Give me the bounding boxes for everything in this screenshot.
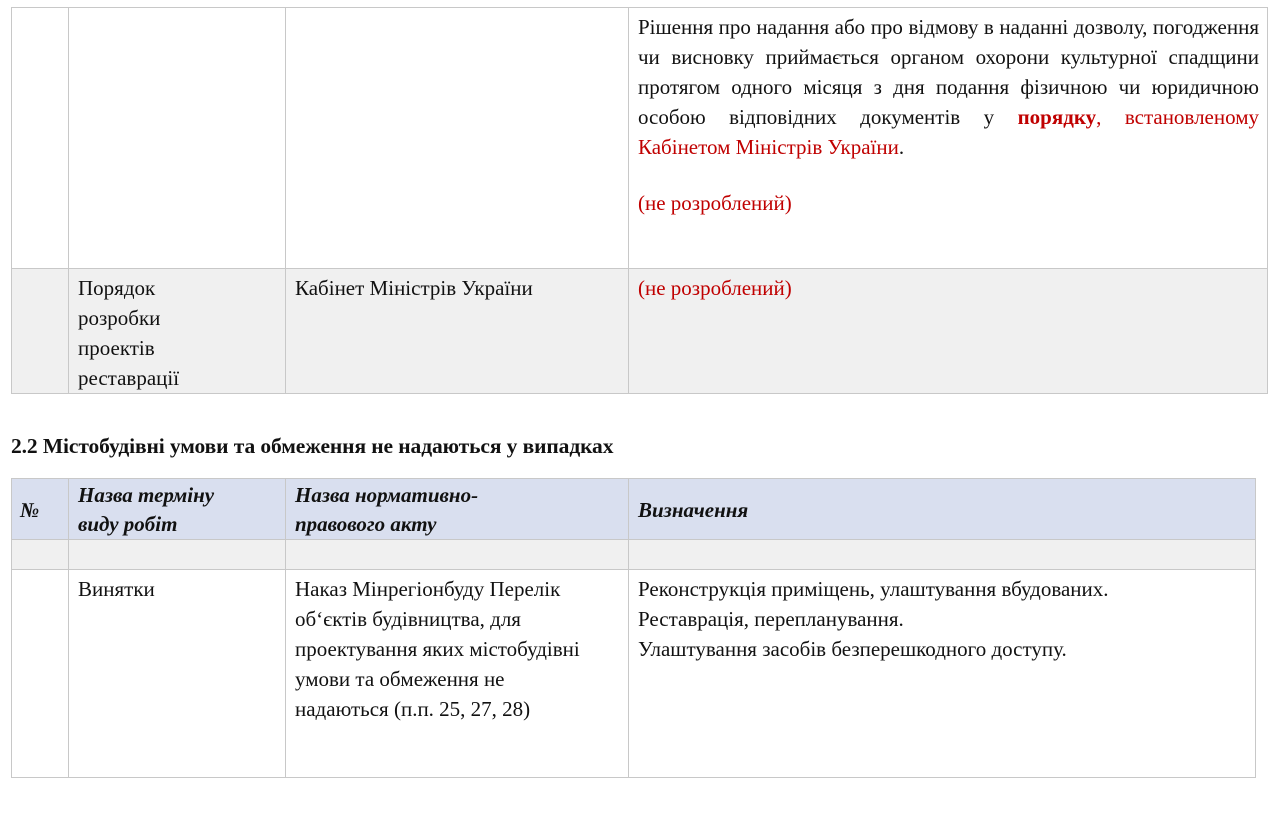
cell-term: Порядок розробки проектів реставрації — [69, 269, 286, 394]
cell-act — [286, 8, 629, 269]
section-heading: 2.2 Містобудівні умови та обмеження не надаються у випадках — [11, 434, 614, 458]
definition-red-text: , встановленому Кабінетом Міністрів України — [638, 105, 1259, 159]
exceptions-table — [11, 478, 1256, 778]
cell-act: Наказ Мінрегіонбуду Перелік об‘єктів будівництва, для проектування яких містобудівні умови та обмеження не надаються (п.п. 25, 27, 28) — [286, 570, 629, 778]
cell-num — [12, 570, 69, 778]
definition-line: Реконструкція приміщень, улаштування вбудованих. — [638, 577, 1109, 601]
definition-line: Улаштування засобів безперешкодного доступу. — [638, 637, 1067, 661]
empty-row — [12, 540, 1256, 570]
empty-cell — [12, 540, 69, 570]
cell-term: Винятки — [69, 570, 286, 778]
header-num: № — [12, 479, 69, 540]
not-developed-note: (не розроблений) — [638, 191, 792, 215]
table-row — [12, 269, 1268, 394]
empty-cell — [69, 540, 286, 570]
header-definition: Визначення — [629, 479, 1256, 540]
definition-line: Реставрація, перепланування. — [638, 607, 904, 631]
regulations-table-continued — [11, 7, 1268, 394]
cell-definition: (не розроблений) — [629, 269, 1268, 394]
cell-num — [12, 269, 69, 394]
cell-definition — [629, 8, 1268, 269]
header-act: Назва нормативно-правового акту — [286, 479, 629, 540]
procedure-link[interactable]: порядку — [1017, 105, 1097, 129]
definition-text: Рішення про надання або про відмову в наданні дозволу, погодження чи висновку приймається органом охорони культурної спадщини протягом одного місяця з дня подання фізичною чи юридичною особою відповідних документів у — [638, 15, 1259, 129]
cell-num — [12, 8, 69, 269]
empty-cell — [286, 540, 629, 570]
definition-period: . — [898, 135, 905, 159]
table-row — [12, 8, 1268, 269]
table-row — [12, 570, 1256, 778]
cell-definition — [629, 570, 1256, 778]
cell-act: Кабінет Міністрів України — [286, 269, 629, 394]
table-header-row — [12, 479, 1256, 540]
header-term: Назва терміну виду робіт — [69, 479, 286, 540]
empty-cell — [629, 540, 1256, 570]
cell-term — [69, 8, 286, 269]
